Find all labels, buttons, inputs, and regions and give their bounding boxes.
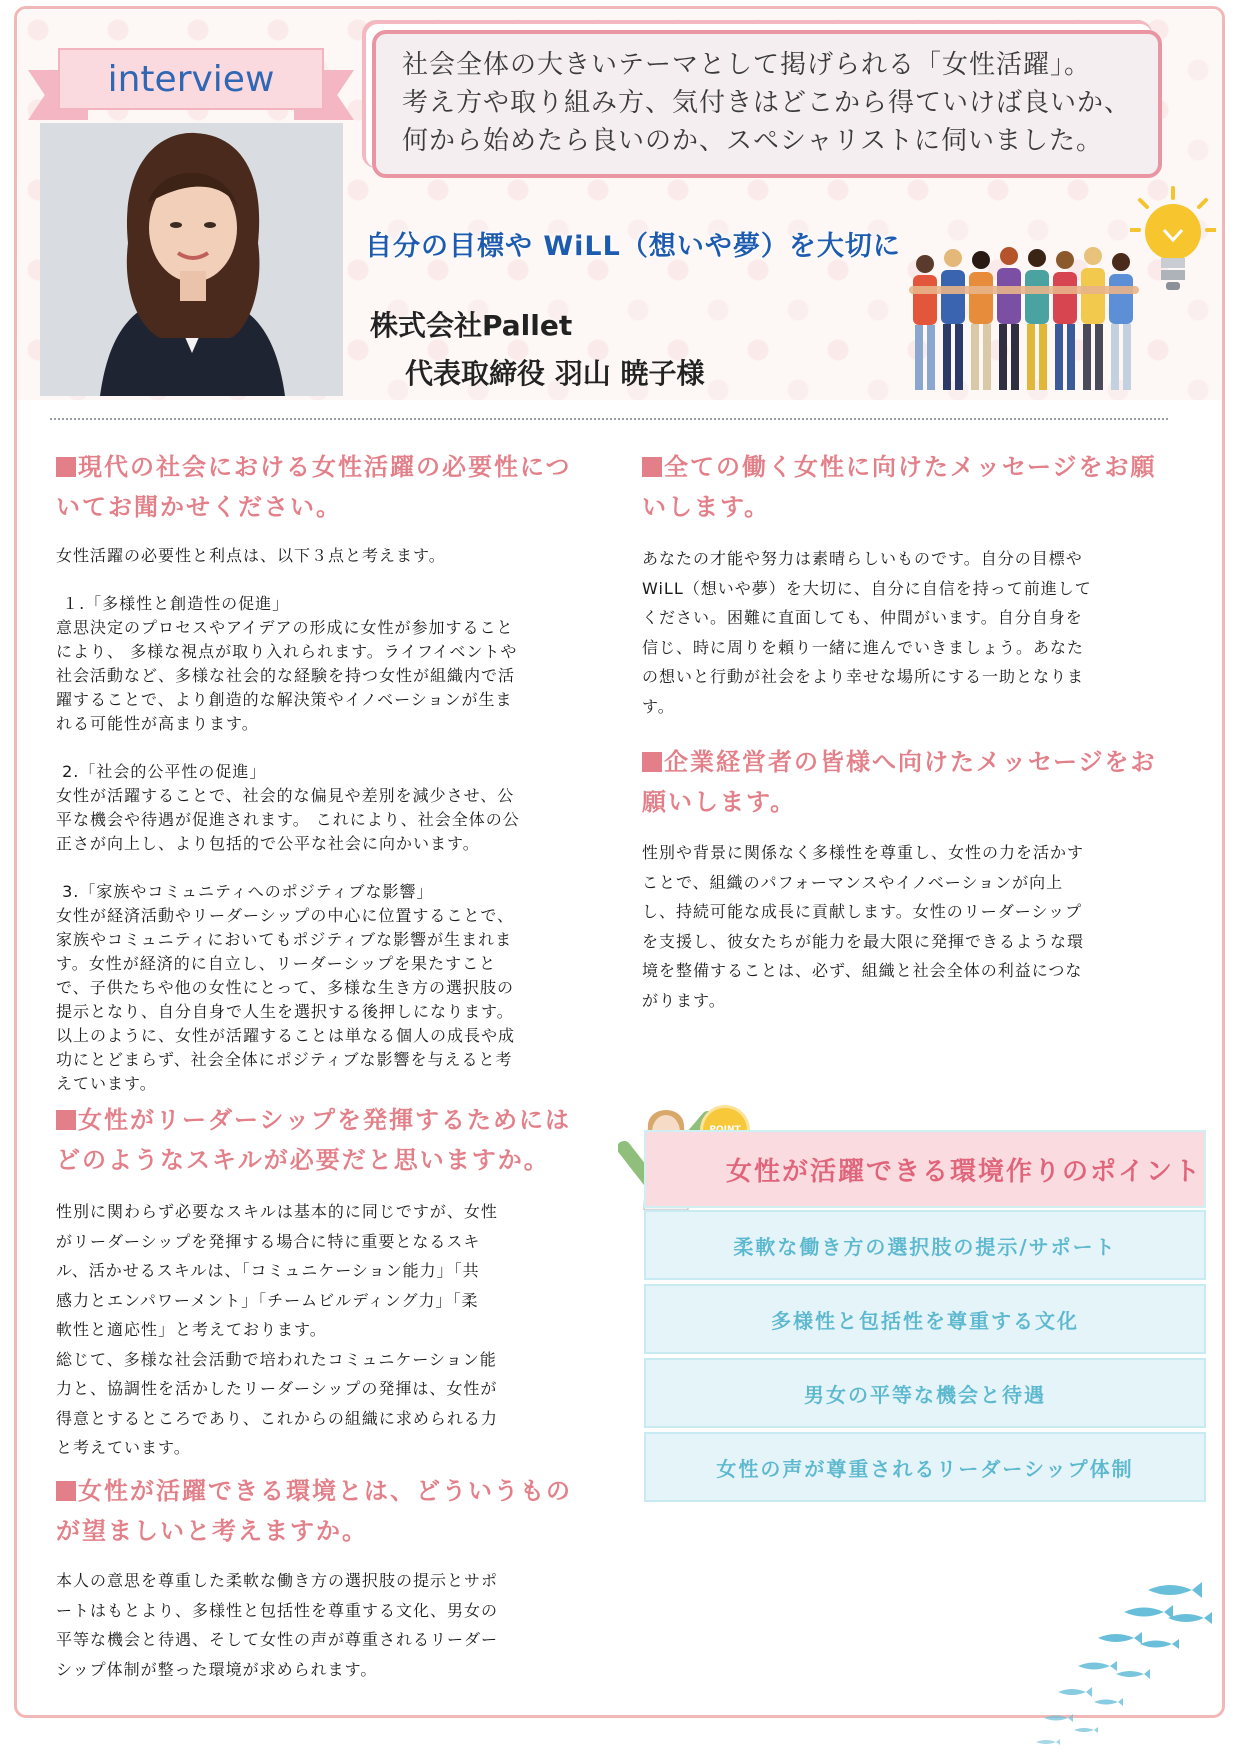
question-heading: 企業経営者の皆様へ向けたメッセージをお願いします。 [642,748,1157,816]
company-name: 株式会社Pallet [370,309,573,342]
point-item: 多様性と包括性を尊重する文化 [644,1284,1206,1354]
fish-school-decoration [1028,1578,1228,1753]
ribbon-label: interview [107,58,275,100]
points-list [644,1210,1206,1506]
header-divider [50,418,1168,420]
point-item: 柔軟な働き方の選択肢の提示/サポート [644,1210,1206,1280]
point-item: 男女の平等な機会と待遇 [644,1358,1206,1428]
point-item: 女性の声が尊重されるリーダーシップ体制 [644,1432,1206,1502]
question-heading: 女性がリーダーシップを発揮するためにはどのようなスキルが必要だと思いますか。 [56,1106,572,1174]
intro-line-3: 何から始めたら良いのか、スペシャリストに伺いました。 [402,126,1103,156]
answer-text: あなたの才能や努力は素晴らしいものです。自分の目標や WiLL（想いや夢）を大切に、自分に自信を持って前進して ください。困難に直面しても、仲間がいます。自分自身を 信じ、時に周りを頼り一緒に進んでいきましょう。あなた の想いと行動が社会をより幸せな場所にする一助となりま す。 [642,549,1092,716]
intro-line-1: 社会全体の大きいテーマとして掲げられる「女性活躍」。 [402,50,1092,80]
group-illustration [905,230,1143,398]
intro-line-2: 考え方や取り組み方、気付きはどこから得ていけば良いか、 [402,88,1132,118]
person-name: 代表取締役 羽山 暁子様 [405,357,705,390]
question-heading: 現代の社会における女性活躍の必要性についてお聞かせください。 [56,453,572,521]
answer-text: 性別に関わらず必要なスキルは基本的に同じですが、女性 がリーダーシップを発揮する場合に特に重要となるスキ ル、活かせるスキルは、「コミュニケーション能力」「共 感力とエンパワーメント」「チームビルディング力」「柔 軟性と適応性」と考えております。 総じて、多様な社会活動で培われたコミュニケーション能 力と、協調性を活かしたリーダーシップの発揮は、女性が 得意とするところであり、これからの組織に求められる力 と考えています。 [56,1202,498,1457]
interview-ribbon [28,40,354,126]
question-heading: 女性が活躍できる環境とは、どういうものが望ましいと考えますか。 [56,1477,572,1545]
answer-text: 性別や背景に関係なく多様性を尊重し、女性の力を活かす ことで、組織のパフォーマンスやイノベーションが向上 し、持続可能な成長に貢献します。女性のリーダーシップ を支援し、彼女たちが能力を最大限に発揮できるような環 境を整備することは、必ず、組織と社会全体の利益につな がります。 [642,843,1085,1010]
intro-box [372,30,1162,178]
question-heading: 全ての働く女性に向けたメッセージをお願いします。 [642,453,1157,521]
headline: 自分の目標や WiLL（想いや夢）を大切に [365,231,901,262]
points-title: 女性が活躍できる環境作りのポイント [644,1130,1206,1208]
answer-text: 本人の意思を尊重した柔軟な働き方の選択肢の提示とサポ ートはもとより、多様性と包括性を尊重する文化、男女の 平等な機会と待遇、そして女性の声が尊重されるリーダー シップ体制が整った環境が求められます。 [56,1571,499,1679]
portrait-photo [40,123,343,396]
answer-text: 女性活躍の必要性と利点は、以下３点と考えます。 １.「多様性と創造性の促進」 意思決定のプロセスやアイデアの形成に女性が参加すること により、 多様な視点が取り入れられます。ライフイベントや 社会活動など、多様な社会的な経験を持つ女性が組織内で活 躍することで、より創造的な解決策やイノベーションが生ま れる可能性が高まります。 2.「社会的公平性の促進」 女性が活躍することで、社会的な偏見や差別を減少させ、公 平な機会や待遇が促進されます。 これにより、社会全体の公 正さが向上し、より包括的で公平な社会に向かいます。 3.「家族やコミュニティへのポジティブな影響」 女性が経済活動やリーダーシップの中心に位置することで、 家族やコミュニティにおいてもポジティブな影響が生まれま す。女性が経済的に自立し、リーダーシップを果たすこと で、子供たちや他の女性にとって、多様な生き方の選択肢の 提示となり、自分自身で人生を選択する後押しになります。 以上のように、女性が活躍することは単なる個人の成長や成 功にとどまらず、社会全体にポジティブな影響を与えると考 えています。 [56,546,520,1093]
